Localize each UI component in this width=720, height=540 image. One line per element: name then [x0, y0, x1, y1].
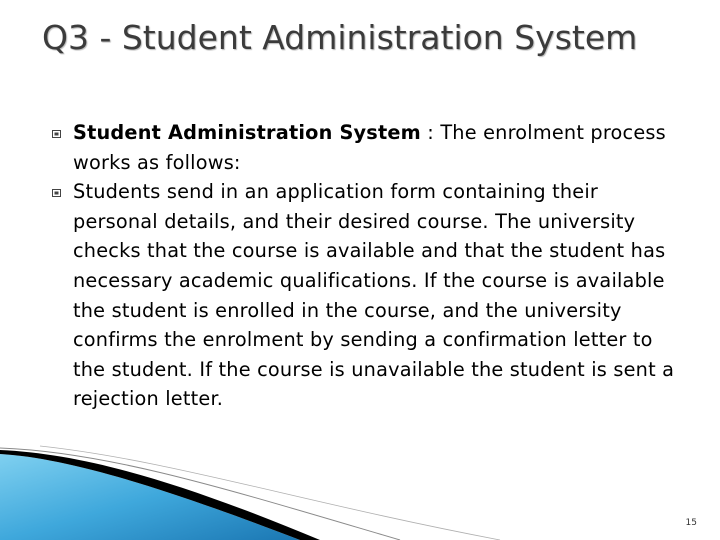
bullet-separator: :: [420, 121, 441, 144]
bullet-term: Student Administration System: [73, 121, 421, 144]
bullet-text: Students send in an application form containing their personal details, and their desired course. The university checks that the course is available and that the student has necessary academic qualifications. If the course is available the student is enrolled in the course, and the university confirms the enrolment by sending a confirmation letter to the student. If the course is unavailable the student is sent a rejection letter.: [73, 180, 675, 411]
square-bullet-icon: [52, 130, 61, 138]
bullet-item: [50, 118, 680, 177]
decorative-swoosh: [0, 440, 720, 540]
page-number: 15: [685, 518, 697, 528]
bullet-text: The enrolment process works as follows:: [73, 121, 666, 174]
slide-title: Q3 - Student Administration System: [42, 18, 638, 57]
square-bullet-icon: [52, 189, 61, 197]
bullet-item: [50, 177, 680, 414]
bullet-list: [50, 118, 680, 414]
